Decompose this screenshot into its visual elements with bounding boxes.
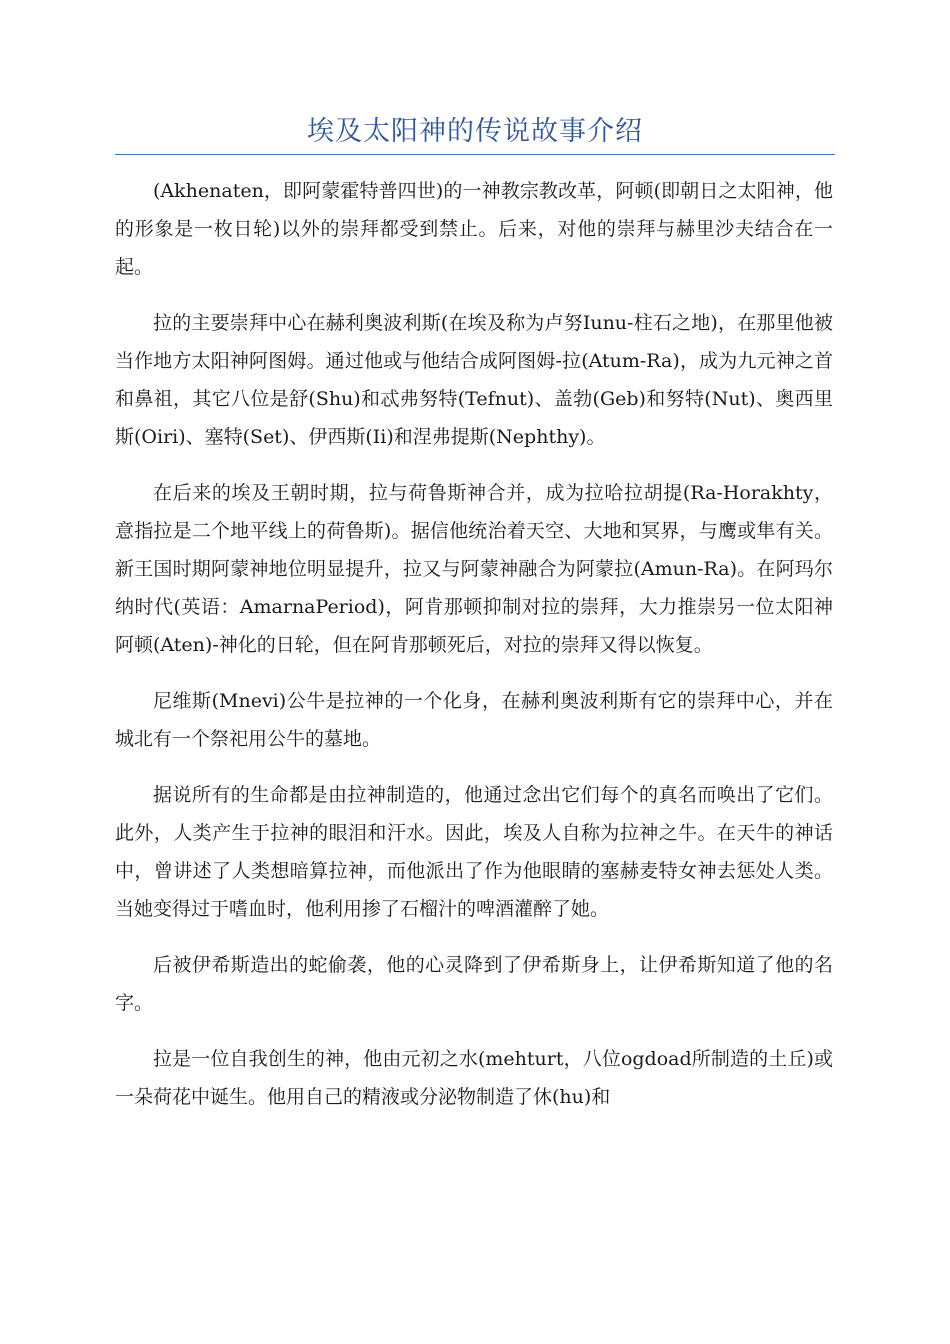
- paragraph-3: 在后来的埃及王朝时期，拉与荷鲁斯神合并，成为拉哈拉胡提(Ra-Horakhty，意指拉是二个地平线上的荷鲁斯)。据信他统治着天空、大地和冥界，与鹰或隼有关。新王国时期阿蒙神地位明显提升，拉又与阿蒙神融合为阿蒙拉(Amun-Ra)。在阿玛尔纳时代(英语：AmarnaPeriod)，阿肯那顿抑制对拉的崇拜，大力推崇另一位太阳神阿顿(Aten)-神化的日轮，但在阿肯那顿死后，对拉的崇拜又得以恢复。: [115, 482, 833, 656]
- paragraph-4: 尼维斯(Mnevi)公牛是拉神的一个化身，在赫利奥波利斯有它的崇拜中心，并在城北有一个祭祀用公牛的墓地。: [115, 690, 833, 750]
- paragraph-2: 拉的主要崇拜中心在赫利奥波利斯(在埃及称为卢努Iunu-柱石之地)，在那里他被当作地方太阳神阿图姆。通过他或与他结合成阿图姆-拉(Atum-Ra)，成为九元神之首和鼻祖，其它八位是舒(Shu)和忒弗努特(Tefnut)、盖勃(Geb)和努特(Nut)、奥西里斯(Oiri)、塞特(Set)、伊西斯(Ii)和涅弗提斯(Nephthy)。: [115, 312, 833, 448]
- document-body: [115, 172, 833, 1134]
- paragraph-5: 据说所有的生命都是由拉神制造的，他通过念出它们每个的真名而唤出了它们。此外，人类产生于拉神的眼泪和汗水。因此，埃及人自称为拉神之牛。在天牛的神话中，曾讲述了人类想暗算拉神，而他派出了作为他眼睛的塞赫麦特女神去惩处人类。当她变得过于嗜血时，他利用掺了石榴汁的啤酒灌醉了她。: [115, 784, 833, 920]
- paragraph-6: 后被伊希斯造出的蛇偷袭，他的心灵降到了伊希斯身上，让伊希斯知道了他的名字。: [115, 954, 833, 1014]
- title-underline: [115, 154, 835, 155]
- paragraph-7: 拉是一位自我创生的神，他由元初之水(mehturt，八位ogdoad所制造的土丘)或一朵荷花中诞生。他用自己的精液或分泌物制造了休(hu)和: [115, 1048, 833, 1108]
- paragraph-1: (Akhenaten，即阿蒙霍特普四世)的一神教宗教改革，阿顿(即朝日之太阳神，他的形象是一枚日轮)以外的崇拜都受到禁止。后来，对他的崇拜与赫里沙夫结合在一起。: [115, 180, 833, 278]
- page-title: 埃及太阳神的传说故事介绍: [307, 116, 643, 147]
